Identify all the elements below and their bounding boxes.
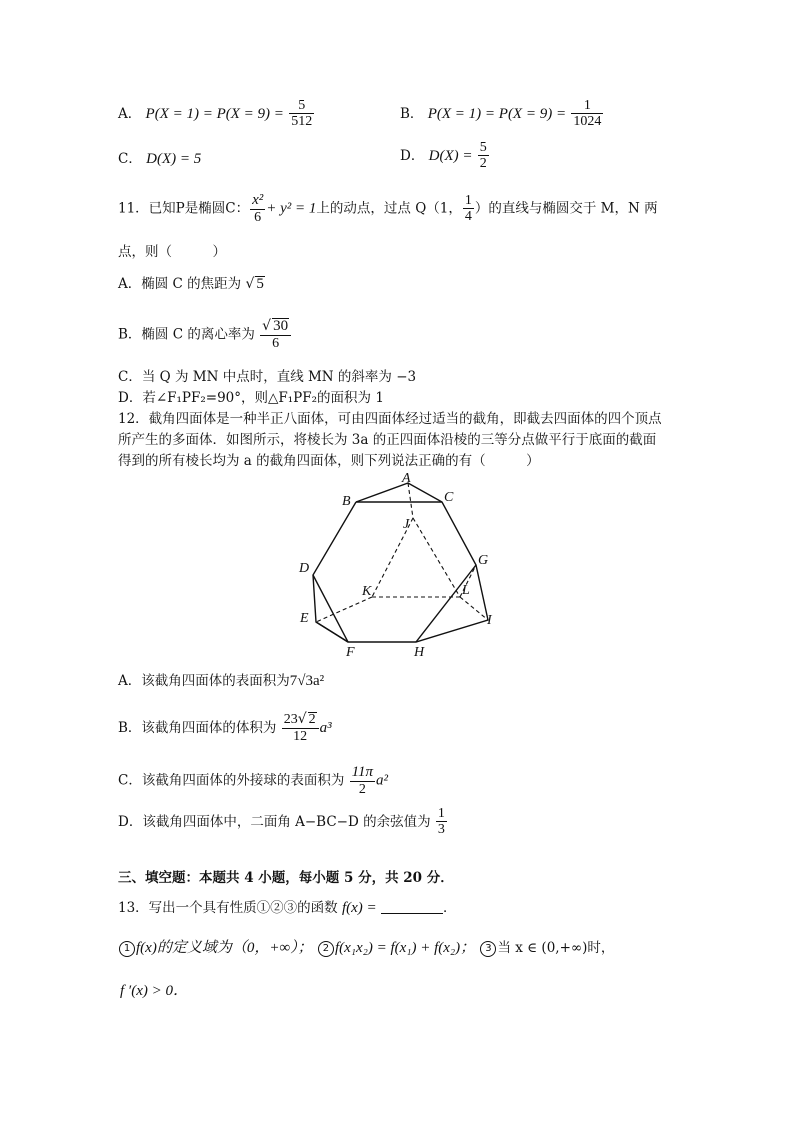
q10-option-a	[118, 98, 315, 130]
vertex-label: F	[346, 645, 355, 660]
q12-option-b	[118, 712, 332, 745]
q11-option-a	[118, 276, 265, 293]
denominator: 2	[358, 781, 366, 797]
option-label: A．	[118, 105, 142, 122]
numerator: 1	[437, 806, 445, 821]
q12-option-d	[118, 806, 448, 838]
edge-j-l	[413, 518, 460, 597]
q11-stem-mid: 上的动点，过点 Q（1，	[316, 200, 462, 217]
answer-blank[interactable]	[381, 899, 443, 914]
numerator: 5	[479, 140, 487, 155]
q11-stem-end: ）的直线与椭圆交于 M，N 两	[474, 200, 658, 217]
denominator: 1024	[573, 114, 602, 130]
option-a-fraction	[289, 98, 314, 130]
q12-stem-line2: 所产生的多面体．如图所示，将棱长为 3a 的正四面体沿棱的三等分点做平行于底面的截面	[118, 432, 657, 448]
vertex-label: I	[487, 613, 492, 628]
denominator: 12	[293, 728, 308, 744]
vertex-label: J	[403, 517, 410, 532]
numerator: 5	[289, 98, 314, 114]
option-b-text: B．椭圆 C 的离心率为	[118, 326, 255, 343]
edge-j-k	[372, 518, 413, 597]
q13-stem-text: 13．写出一个具有性质①②③的函数	[118, 900, 338, 916]
property-2: f(x₁x₂) = f(x₁) + f(x₂)；	[334, 940, 476, 956]
option-b-fraction	[571, 98, 603, 130]
option-b-text: B．该截角四面体的体积为	[118, 719, 277, 736]
numerator: x²	[252, 192, 264, 208]
option-d-text: D．该截角四面体中，二面角 A−BC−D 的余弦值为	[118, 813, 431, 830]
q13-stem	[118, 899, 456, 917]
eccentricity-fraction	[260, 318, 291, 352]
vertex-labels	[298, 471, 493, 660]
q11-stem-line2: 点，则（ ）	[118, 244, 226, 260]
hidden-edges	[316, 483, 488, 622]
function-expr: f(x) =	[341, 900, 377, 916]
q11-option-d: D．若∠F₁PF₂=90°，则△F₁PF₂的面积为 1	[118, 390, 384, 406]
sqrt-sign: √	[297, 711, 307, 727]
option-c-expr: D(X) = 5	[146, 151, 202, 167]
numerator: 1	[464, 192, 472, 208]
numerator: 1	[571, 98, 603, 114]
sphere-area-tail: a²	[376, 772, 389, 789]
denominator: 512	[291, 114, 313, 130]
circled-number: 1	[119, 941, 135, 957]
radicand: 2	[308, 712, 316, 727]
q12-stem-line1: 12．截角四面体是一种半正八面体，可由四面体经过适当的截角，即截去四面体的四个顶点	[118, 411, 662, 427]
point-q-fraction	[463, 193, 474, 225]
ellipse-fraction	[250, 192, 265, 226]
q12-option-c	[118, 764, 388, 798]
volume-tail: a³	[319, 719, 332, 736]
option-label: D．	[400, 147, 425, 164]
option-a-text: A．该截角四面体的表面积为	[118, 673, 290, 689]
volume-fraction	[282, 712, 319, 745]
circled-number: 3	[480, 941, 496, 957]
property-1: f(x)的定义域为（0，+∞）；	[136, 940, 313, 956]
vertex-label: C	[444, 490, 454, 505]
q12-option-a	[118, 672, 324, 690]
vertex-label: B	[342, 494, 351, 509]
solid-edges	[313, 483, 488, 642]
edge-d-f	[313, 575, 348, 642]
denominator: 2	[479, 156, 487, 172]
option-label: B．	[400, 105, 424, 122]
q10-option-c	[118, 150, 201, 168]
vertex-label: L	[462, 583, 470, 598]
q13-line3: f ′(x) > 0．	[120, 983, 188, 999]
denominator: 6	[254, 209, 262, 225]
property-3: 当 x ∈ (0,+∞)时，	[497, 940, 615, 956]
edge-g-h	[416, 565, 476, 642]
sphere-area-fraction	[350, 764, 375, 798]
q10-option-b	[400, 98, 604, 130]
q12-stem-line3: 得到的所有棱长均为 a 的截角四面体，则下列说法正确的有（ ）	[118, 453, 540, 469]
option-d-fraction	[478, 140, 489, 172]
ellipse-rest: + y² = 1	[266, 200, 317, 217]
circled-number: 2	[318, 941, 334, 957]
edge-outline	[313, 483, 488, 642]
vertex-label: D	[299, 561, 310, 576]
surface-area-value: 7√3a²	[289, 673, 325, 689]
q11-stem-start: 11．已知P是椭圆C：	[118, 200, 250, 217]
edge-a-j	[408, 483, 413, 518]
sqrt-sign: √	[245, 276, 255, 292]
vertex-label: H	[414, 645, 425, 660]
option-label: C．	[118, 151, 142, 167]
edge-l-i	[460, 597, 488, 620]
denominator: 6	[272, 335, 280, 351]
denominator: 3	[437, 822, 445, 838]
numerator: 11π	[351, 764, 374, 780]
option-a-text: A．椭圆 C 的焦距为	[118, 276, 242, 292]
coefficient: 23	[283, 712, 298, 727]
cosine-fraction	[436, 806, 447, 838]
sqrt-sign: √	[262, 318, 272, 334]
section-heading: 三、填空题：本题共 4 小题，每小题 5 分，共 20 分．	[118, 870, 454, 886]
option-d-expr: D(X) =	[428, 147, 473, 164]
vertex-label: A	[402, 471, 411, 486]
option-a-expr: P(X = 1) = P(X = 9) =	[145, 105, 284, 122]
denominator: 4	[464, 208, 472, 224]
vertex-label: K	[362, 584, 372, 599]
q10-option-d	[400, 140, 490, 172]
q11-option-c: C．当 Q 为 MN 中点时，直线 MN 的斜率为 −3	[118, 369, 417, 385]
option-c-text: C．该截角四面体的外接球的表面积为	[118, 772, 345, 789]
radicand: 30	[273, 318, 289, 334]
q11-option-b	[118, 318, 292, 352]
vertex-label: G	[478, 553, 489, 568]
edge-l-g	[460, 565, 476, 597]
q13-properties	[118, 939, 614, 957]
radicand: 5	[256, 276, 264, 292]
edge-e-f	[316, 622, 348, 642]
stem-end: ．	[442, 900, 457, 916]
edge-k-e	[316, 597, 372, 622]
q11-stem	[118, 192, 658, 226]
vertex-label: E	[300, 611, 309, 626]
option-b-expr: P(X = 1) = P(X = 9) =	[427, 105, 567, 122]
